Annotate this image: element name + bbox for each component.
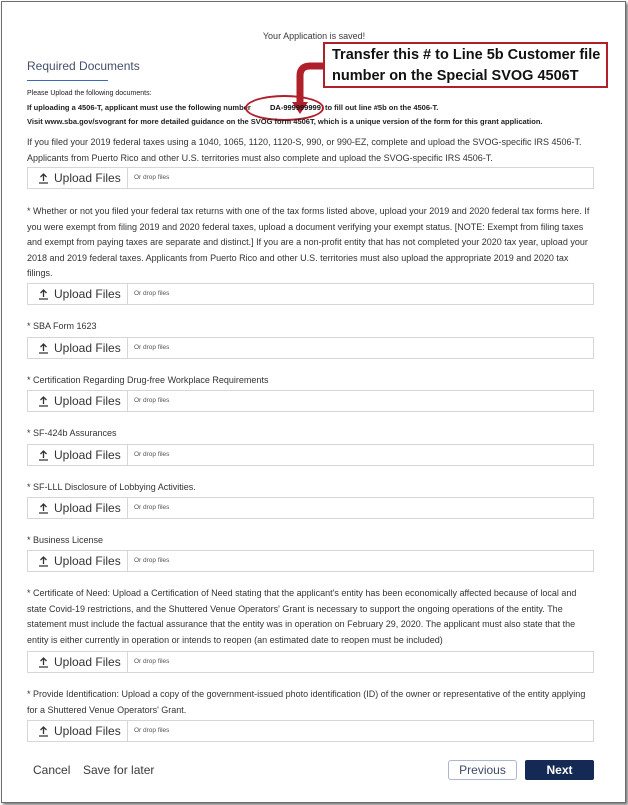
customer-file-number: DA-999999999 — [270, 103, 321, 112]
upload-icon — [38, 556, 49, 567]
upload-files-label: Upload Files — [54, 394, 121, 408]
upload-files-button[interactable] — [28, 284, 128, 304]
upload-row — [27, 651, 594, 673]
document-label: * Certification Regarding Drug-free Workplace Requirements — [27, 375, 269, 385]
document-label: * SBA Form 1623 — [27, 321, 97, 331]
section-title: Required Documents — [27, 59, 140, 73]
upload-icon — [38, 503, 49, 514]
document-label: * Certificate of Need: Upload a Certification of Need stating that the applicant's entity has been economically affected because of local and state Covid-19 restrictions, and the Shuttered Venue Operators' Grant is necessary to support the ongoing operations of the entity. The statement must include the factual assurance that the entity was in operation on February 29, 2020. The applicant must also state that the entity is either currently in operation or intends to reopen (an estimated date to reopen must be included) — [27, 588, 577, 645]
drop-files-label: Or drop files — [134, 290, 170, 297]
section-title-underline — [27, 80, 108, 81]
upload-row — [27, 283, 594, 305]
document-label: If you filed your 2019 federal taxes using a 1040, 1065, 1120, 1120-S, 990, or 990-EZ, complete and upload the SVOG-specific IRS 4506-T. Applicants from Puerto Rico and other U.S. territories must also complete and upload the SVOG-specific IRS 4506-T. — [27, 137, 582, 163]
upload-files-label: Upload Files — [54, 287, 121, 301]
document-label: * Business License — [27, 535, 104, 545]
drop-files-label: Or drop files — [134, 504, 170, 511]
upload-row — [27, 167, 594, 189]
drop-files-label: Or drop files — [134, 397, 170, 404]
upload-row — [27, 550, 594, 572]
upload-files-button[interactable] — [28, 391, 128, 411]
upload-files-label: Upload Files — [54, 171, 121, 185]
drop-files-label: Or drop files — [134, 727, 170, 734]
upload-files-button[interactable] — [28, 338, 128, 358]
upload-icon — [38, 289, 49, 300]
upload-files-label: Upload Files — [54, 448, 121, 462]
document-label: * SF-LLL Disclosure of Lobbying Activities. — [27, 482, 196, 492]
upload-files-button[interactable] — [28, 652, 128, 672]
upload-row — [27, 337, 594, 359]
upload-files-label: Upload Files — [54, 655, 121, 669]
drop-files-label: Or drop files — [134, 344, 170, 351]
save-for-later-link[interactable]: Save for later — [83, 763, 155, 777]
upload-icon — [38, 173, 49, 184]
annotation-callout: Transfer this # to Line 5b Customer file number on the Special SVOG 4506T — [323, 42, 608, 88]
upload-files-button[interactable] — [28, 721, 128, 741]
cancel-link[interactable]: Cancel — [33, 763, 71, 777]
instructions-line1-pre: If uploading a 4506-T, applicant must use the following number — [27, 103, 251, 112]
upload-row — [27, 390, 594, 412]
drop-files-label: Or drop files — [134, 557, 170, 564]
upload-icon — [38, 396, 49, 407]
upload-icon — [38, 343, 49, 354]
upload-row — [27, 497, 594, 519]
previous-button[interactable]: Previous — [448, 760, 517, 780]
upload-files-label: Upload Files — [54, 341, 121, 355]
upload-icon — [38, 450, 49, 461]
upload-files-button[interactable] — [28, 551, 128, 571]
upload-row — [27, 444, 594, 466]
upload-icon — [38, 657, 49, 668]
upload-files-button[interactable] — [28, 498, 128, 518]
upload-files-button[interactable] — [28, 168, 128, 188]
instructions-intro: Please Upload the following documents: — [27, 90, 152, 97]
drop-files-label: Or drop files — [134, 658, 170, 665]
drop-files-label: Or drop files — [134, 174, 170, 181]
instructions-line2: Visit www.sba.gov/svogrant for more detailed guidance on the SVOG form 4506T, which is a unique version of the form for this grant application. — [27, 117, 543, 126]
upload-files-label: Upload Files — [54, 724, 121, 738]
document-label: * Whether or not you filed your federal tax returns with one of the tax forms listed above, upload your 2019 and 2020 federal tax forms here. If you were exempt from filing 2019 and 2020 federal taxes, upload a document verifying your exempt status. [NOTE: Exempt from filing taxes and exempt from paying taxes are separate and distinct.] If you are a non-profit entity that has not completed your 2020 tax year, upload your 2018 and 2019 federal taxes. Applicants from Puerto Rico and other U.S. territories must also upload the appropriate 2019 and 2020 tax filings. — [27, 206, 590, 278]
next-button[interactable]: Next — [525, 760, 594, 780]
upload-files-label: Upload Files — [54, 554, 121, 568]
document-label: * Provide Identification: Upload a copy of the government-issued photo identification (ID) of the owner or representative of the entity applying for a Shuttered Venue Operators' Grant. — [27, 689, 586, 715]
saved-status: Your Application is saved! — [262, 31, 366, 41]
drop-files-label: Or drop files — [134, 451, 170, 458]
document-label: * SF-424b Assurances — [27, 428, 117, 438]
upload-row — [27, 720, 594, 742]
upload-files-label: Upload Files — [54, 501, 121, 515]
upload-files-button[interactable] — [28, 445, 128, 465]
instructions-line1-post: to fill out line #5b on the 4506-T. — [325, 103, 439, 112]
upload-icon — [38, 726, 49, 737]
